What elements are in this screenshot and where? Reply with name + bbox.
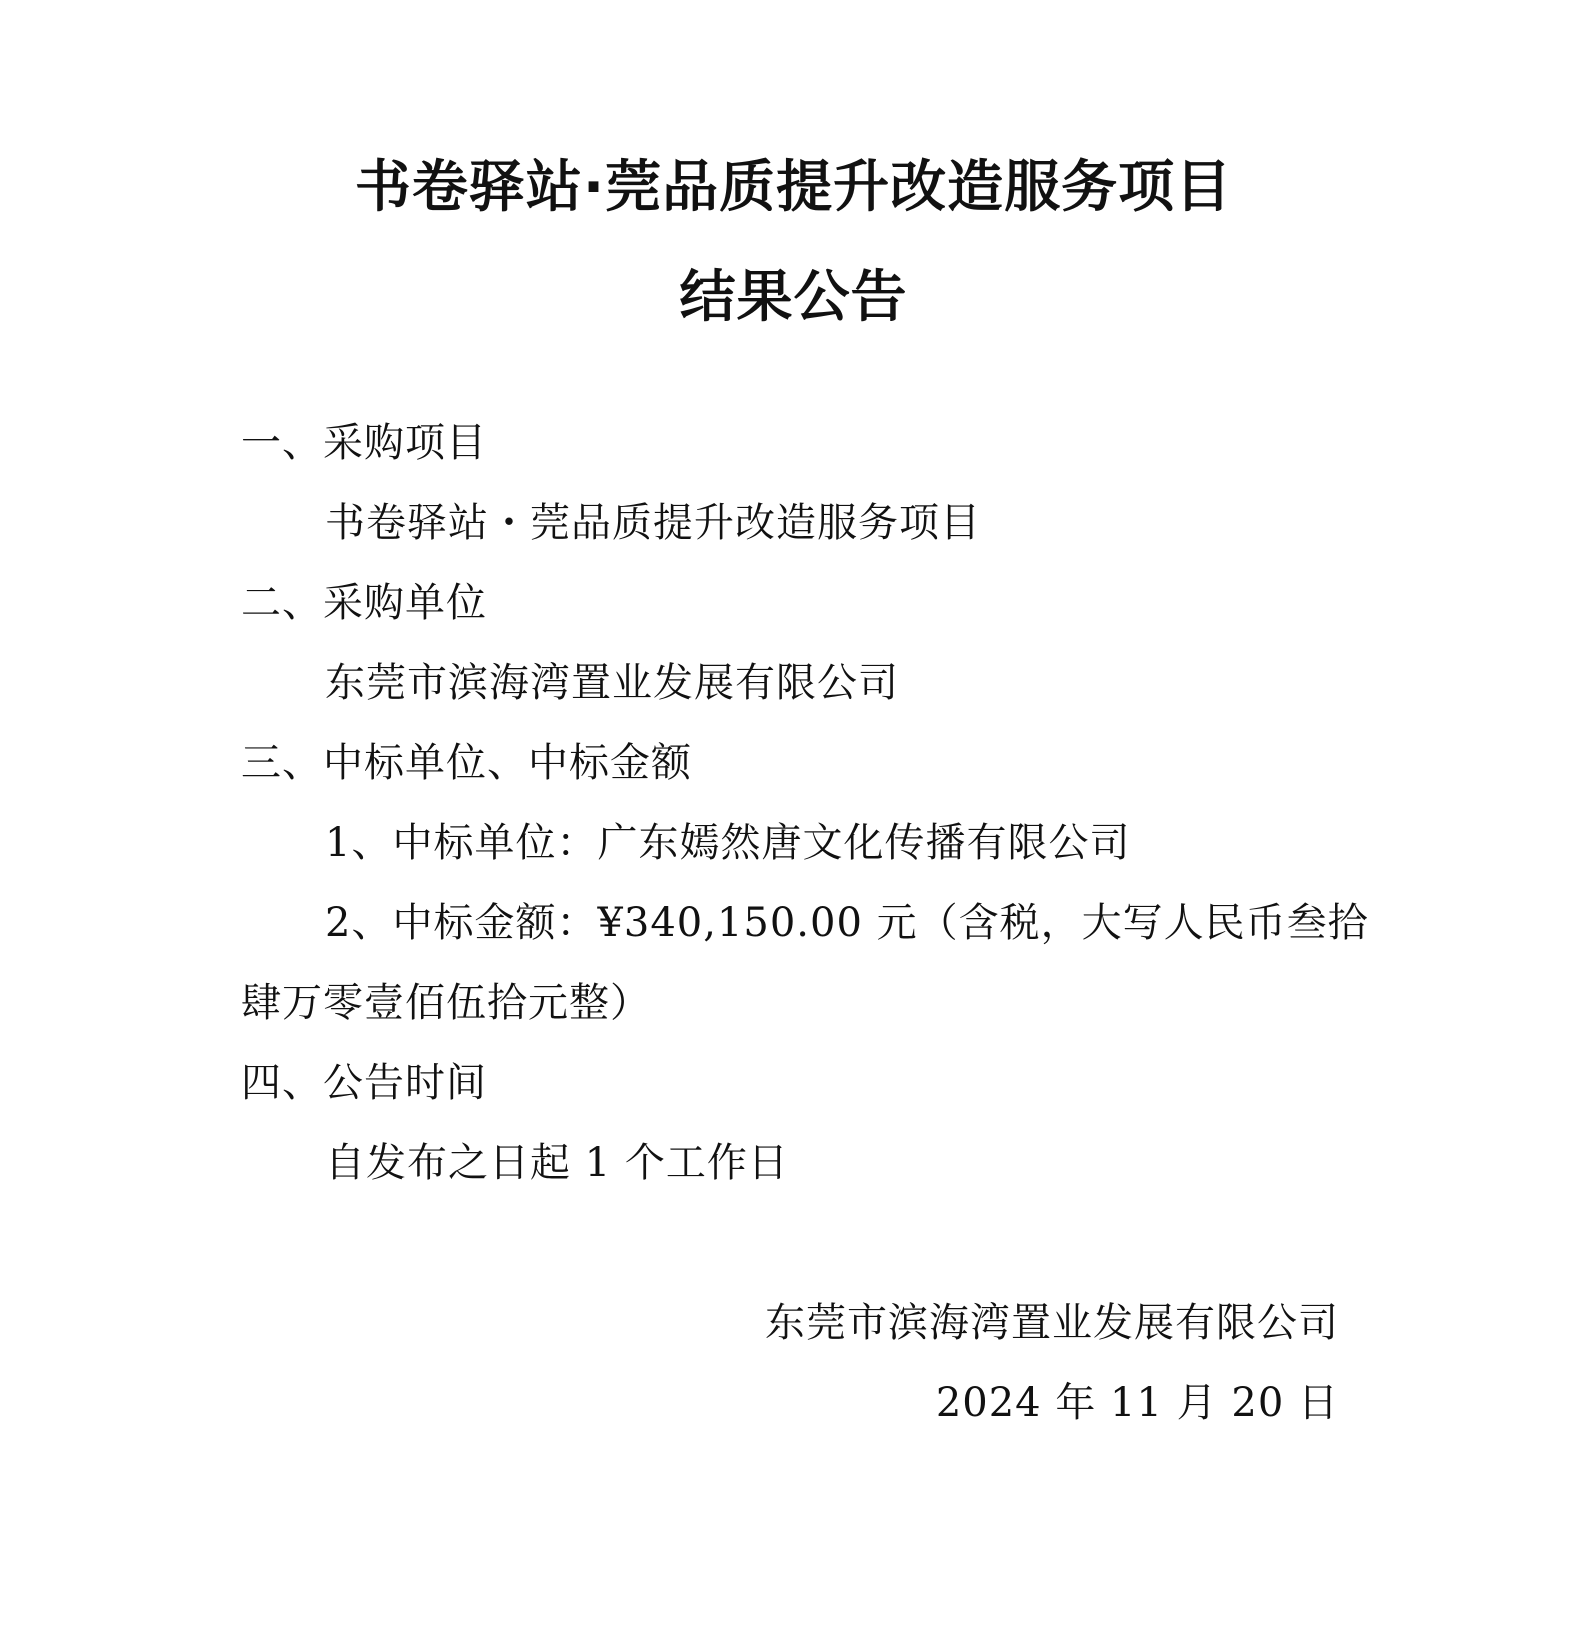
section-1-heading: 一、采购项目 xyxy=(241,420,487,466)
section-2-heading: 二、采购单位 xyxy=(241,580,487,626)
section-1-content: 书卷驿站・莞品质提升改造服务项目 xyxy=(325,500,981,546)
section-4-content: 自发布之日起 1 个工作日 xyxy=(325,1140,789,1186)
signature-organization: 东莞市滨海湾置业发展有限公司 xyxy=(765,1300,1339,1346)
section-3-item-amount-continued: 肆万零壹佰伍拾元整） xyxy=(241,980,651,1026)
section-3-heading: 三、中标单位、中标金额 xyxy=(241,740,692,786)
signature-date: 2024 年 11 月 20 日 xyxy=(935,1380,1339,1426)
section-3-item-amount: 2、中标金额：¥340,150.00 元（含税，大写人民币叁拾 xyxy=(325,900,1369,946)
section-2-content: 东莞市滨海湾置业发展有限公司 xyxy=(325,660,899,706)
section-4-heading: 四、公告时间 xyxy=(241,1060,487,1106)
section-3-item-winner: 1、中标单位：广东嫣然唐文化传播有限公司 xyxy=(325,820,1131,866)
document-title: 书卷驿站·莞品质提升改造服务项目 xyxy=(354,155,1233,220)
document-subtitle: 结果公告 xyxy=(679,265,908,330)
